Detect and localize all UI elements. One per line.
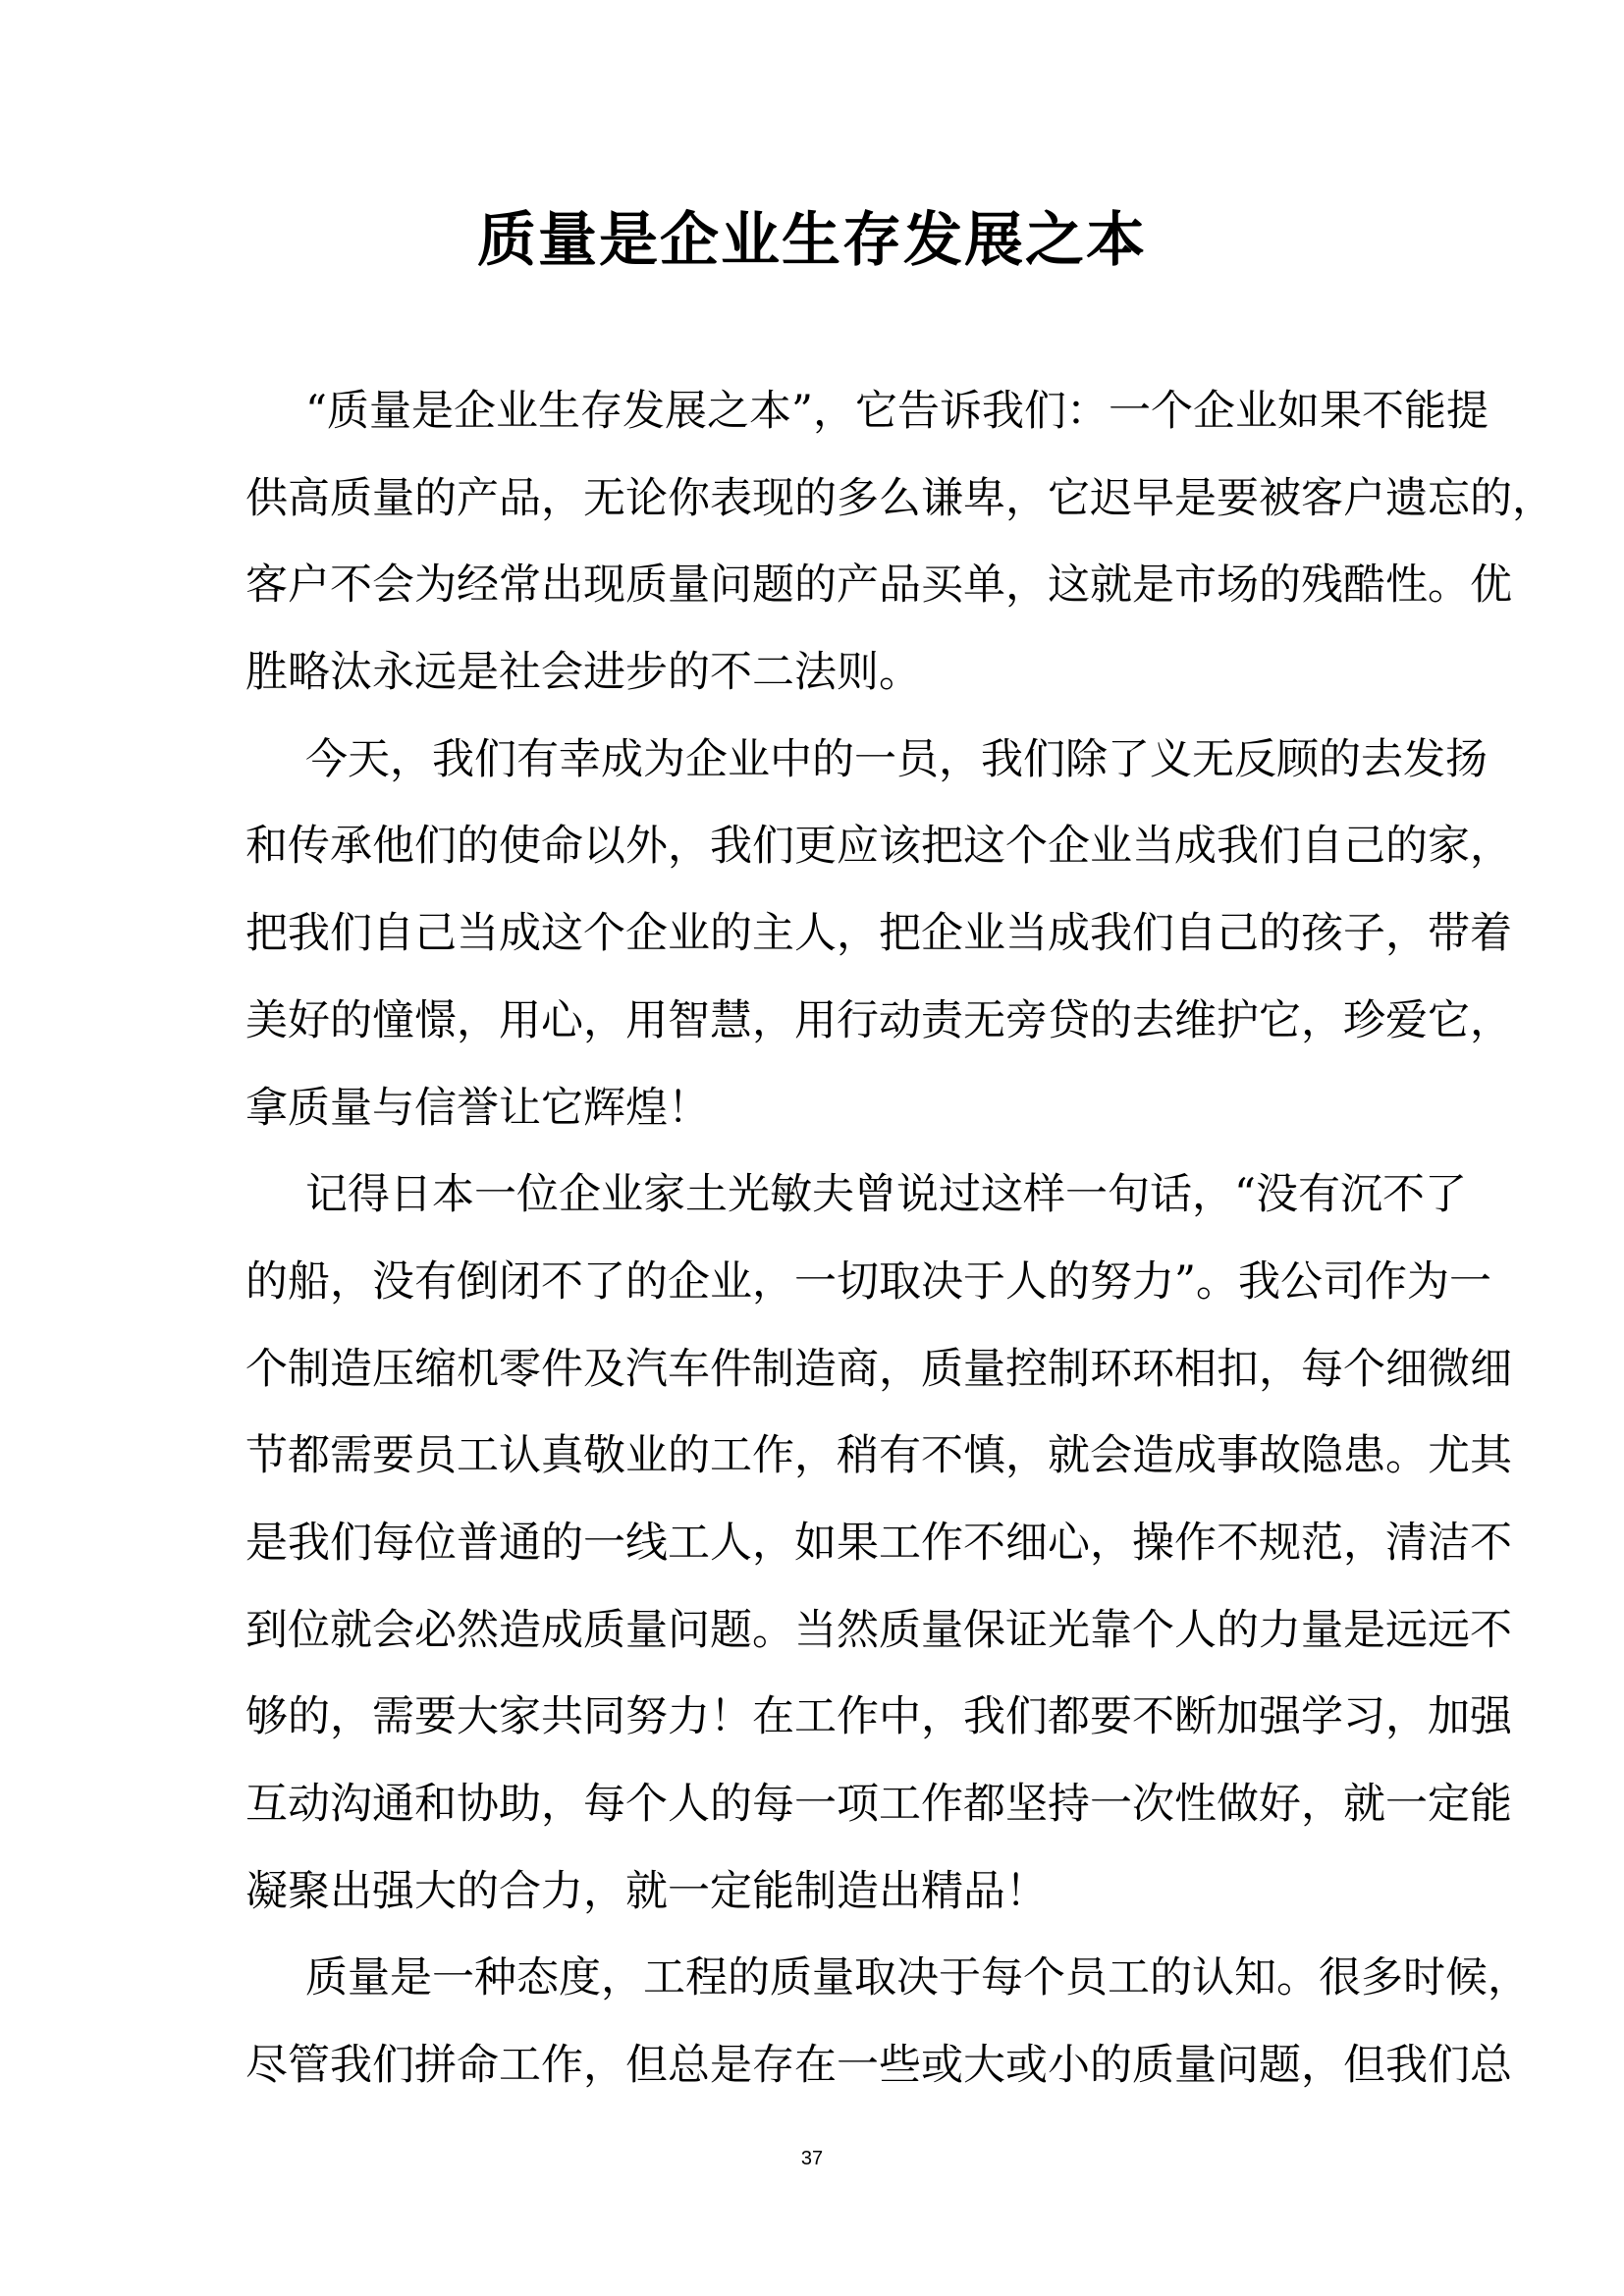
paragraph-3-line-3: 个制造压缩机零件及汽车件制造商，质量控制环环相扣，每个细微细 <box>245 1344 1512 1394</box>
paragraph-4-line-2: 尽管我们拼命工作，但总是存在一些或大或小的质量问题，但我们总 <box>245 2041 1512 2091</box>
paragraph-3-line-2: 的船，没有倒闭不了的企业，一切取决于人的努力”。我公司作为一 <box>245 1256 1491 1307</box>
paragraph-3-line-7: 够的，需要大家共同努力！在工作中，我们都要不断加强学习，加强 <box>245 1692 1512 1742</box>
paragraph-2-line-1: 今天，我们有幸成为企业中的一员，我们除了义无反顾的去发扬 <box>305 734 1488 784</box>
page-title: 质量是企业生存发展之本 <box>477 206 1147 275</box>
paragraph-1-line-3: 客户不会为经常出现质量问题的产品买单，这就是市场的残酷性。优 <box>245 561 1512 611</box>
paragraph-2-line-3: 把我们自己当成这个企业的主人，把企业当成我们自己的孩子，带着 <box>245 909 1512 959</box>
paragraph-2-line-4: 美好的憧憬，用心，用智慧，用行动责无旁贷的去维护它，珍爱它， <box>245 995 1512 1045</box>
paragraph-3-line-6: 到位就会必然造成质量问题。当然质量保证光靠个人的力量是远远不 <box>245 1605 1512 1655</box>
page-number: 37 <box>800 2148 824 2169</box>
paragraph-2-line-5: 拿质量与信誉让它辉煌！ <box>245 1083 710 1133</box>
paragraph-1-line-1: “质量是企业生存发展之本”，它告诉我们：一个企业如果不能提 <box>305 387 1489 436</box>
paragraph-3-line-4: 节都需要员工认真敬业的工作，稍有不慎，就会造成事故隐患。尤其 <box>245 1431 1512 1481</box>
paragraph-4-line-1: 质量是一种态度，工程的质量取决于每个员工的认知。很多时候， <box>305 1953 1530 2003</box>
paragraph-3-line-1: 记得日本一位企业家土光敏夫曾说过这样一句话，“没有沉不了 <box>305 1170 1467 1220</box>
document-body <box>245 376 1554 2117</box>
paragraph-3-line-8: 互动沟通和协助，每个人的每一项工作都坚持一次性做好，就一定能 <box>245 1780 1512 1829</box>
paragraph-3-line-9: 凝聚出强大的合力，就一定能制造出精品！ <box>245 1866 1048 1916</box>
paragraph-1-line-4: 胜略汰永远是社会进步的不二法则。 <box>245 648 921 698</box>
paragraph-2-line-2: 和传承他们的使命以外，我们更应该把这个企业当成我们自己的家， <box>245 822 1512 872</box>
paragraph-1-line-2: 供高质量的产品，无论你表现的多么谦卑，它迟早是要被客户遗忘的， <box>245 473 1554 523</box>
paragraph-3-line-5: 是我们每位普通的一线工人，如果工作不细心，操作不规范，清洁不 <box>245 1518 1512 1568</box>
